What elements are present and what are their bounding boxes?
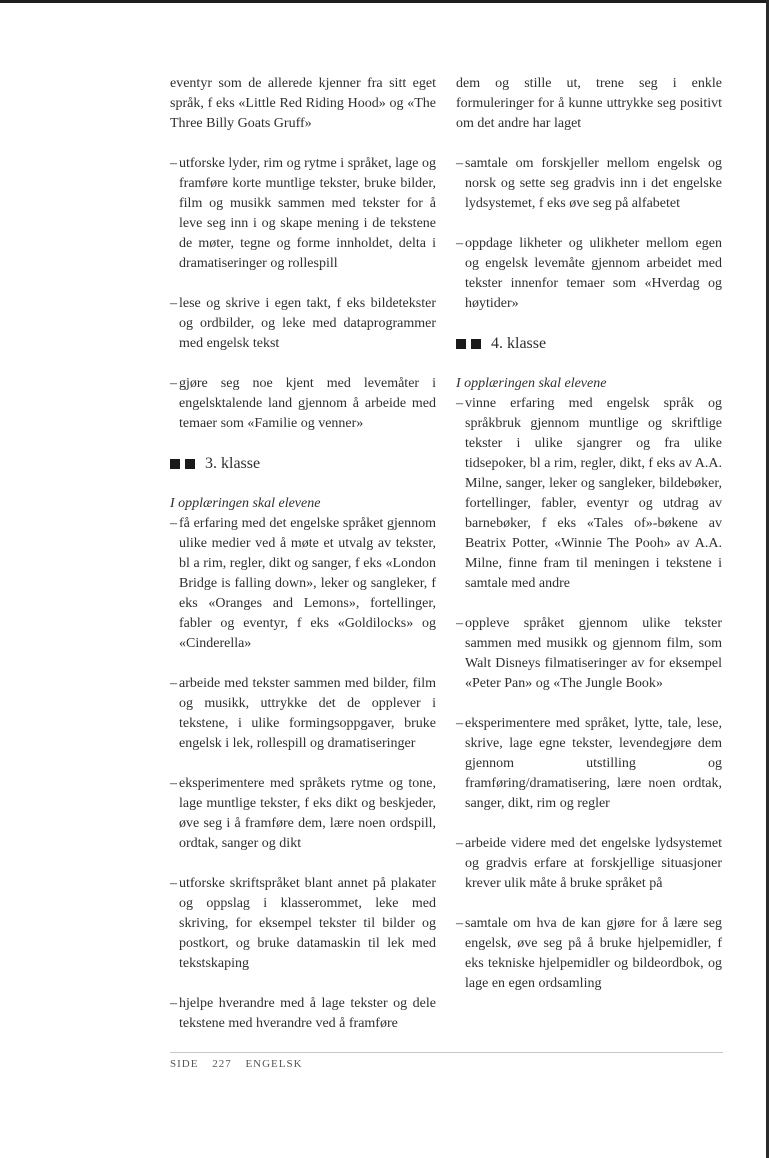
list-item [456, 614, 722, 694]
list-item [170, 874, 436, 974]
list-item [456, 914, 722, 994]
footer-side-label: SIDE [170, 1058, 199, 1070]
page-top-border [0, 0, 769, 3]
footer-rule [170, 1052, 723, 1053]
list-item-text: samtale om hva de kan gjøre for å lære seg engelsk, øve seg på å bruke hjelpemidler, f eks tekniske hjelpemidler og bildeordbok, og lage en egen ordsamling [465, 916, 722, 991]
dash-marker: – [170, 156, 177, 171]
dash-marker: – [456, 236, 463, 251]
section-heading-4-klasse [456, 334, 722, 354]
section-intro: I opplæringen skal elevene [456, 376, 607, 391]
list-item [456, 394, 722, 594]
list-item [456, 154, 722, 214]
list-item [456, 234, 722, 314]
list-item [170, 514, 436, 654]
square-bullet-icon [185, 459, 195, 469]
dash-marker: – [456, 156, 463, 171]
dash-marker: – [170, 876, 177, 891]
square-bullet-icon [456, 339, 466, 349]
square-bullet-icon [471, 339, 481, 349]
list-item-text: utforske lyder, rim og rytme i språket, lage og framføre korte muntlige tekster, bruke bilder, film og musikk sammen med tekster for å leve seg inn i og skape mening i de tekstene de møter, tegne og forme innholdet, delta i dramatiseringer og rollespill [179, 156, 436, 271]
left-column [170, 74, 436, 1054]
list-item-text: utforske skriftspråket blant annet på plakater og oppslag i klasserommet, leke med skriving, for eksempel tekster til bilder og postkort, og bruke datamaskin til lek med tekstskaping [179, 876, 436, 971]
section-heading-text: 3. klasse [205, 455, 261, 472]
dash-marker: – [170, 376, 177, 391]
list-item-text: hjelpe hverandre med å lage tekster og dele tekstene med hverandre ved å framføre [179, 996, 436, 1031]
dash-marker: – [170, 676, 177, 691]
square-bullet-icon [170, 459, 180, 469]
dash-marker: – [456, 916, 463, 931]
list-item [170, 374, 436, 434]
list-item-text: oppleve språket gjennom ulike tekster sammen med musikk og gjennom film, som Walt Disneys filmatiseringer av for eksempel «Peter Pan» og «The Jungle Book» [465, 616, 722, 691]
list-item [170, 674, 436, 754]
list-item [170, 774, 436, 854]
dash-marker: – [170, 776, 177, 791]
right-column [456, 74, 722, 1014]
dash-marker: – [170, 996, 177, 1011]
dash-marker: – [170, 516, 177, 531]
list-item-text: arbeide med tekster sammen med bilder, film og musikk, uttrykke det de opplever i tekstene, i ulike formingsoppgaver, bruke engelsk i lek, rollespill og dramatiseringer [179, 676, 436, 751]
list-item [170, 154, 436, 274]
list-item-text: eksperimentere med språkets rytme og tone, lage muntlige tekster, f eks dikt og beskjeder, øve seg i å framføre dem, lære noen ordspill, ordtak, sanger og dikt [179, 776, 436, 851]
list-item [170, 294, 436, 354]
dash-marker: – [456, 716, 463, 731]
continued-paragraph: dem og stille ut, trene seg i enkle formuleringer for å kunne uttrykke seg positivt om det andre har laget [456, 76, 722, 131]
dash-marker: – [456, 836, 463, 851]
footer-page-number: 227 [212, 1058, 232, 1070]
section-intro: I opplæringen skal elevene [170, 496, 321, 511]
list-item-text: gjøre seg noe kjent med levemåter i engelsktalende land gjennom å arbeide med temaer som «Familie og venner» [179, 376, 436, 431]
section-heading-text: 4. klasse [491, 335, 547, 352]
section-heading-3-klasse [170, 454, 436, 474]
list-item-text: lese og skrive i egen takt, f eks bildetekster og ordbilder, og leke med dataprogrammer med engelsk tekst [179, 296, 436, 351]
dash-marker: – [456, 396, 463, 411]
list-item-text: vinne erfaring med engelsk språk og språkbruk gjennom muntlige og skriftlige tekster i ulike sjangrer og fra ulike tidsepoker, bl a rim, regler, dikt, f eks av A.A. Milne, sanger, leker og sangleker, bildebøker, fortellinger, fabler, eventyr og utdrag av barnebøker, f eks «Tales of»-bøkene av Beatrix Potter, «Winnie The Pooh» av A.A. Milne, finne fram til meningen i tekstene i samtale med andre [465, 396, 722, 591]
list-item [170, 994, 436, 1034]
list-item-text: få erfaring med det engelske språket gjennom ulike medier ved å møte et utvalg av tekster, bl a rim, regler, dikt og sanger, f eks «London Bridge is falling down», leker og sangleker, f eks «Oranges and Lemons», fortellinger, fabler og eventyr, f eks «Goldilocks» og «Cinderella» [179, 516, 436, 651]
list-item-text: oppdage likheter og ulikheter mellom egen og engelsk levemåte gjennom arbeidet med tekster innenfor temaer som «Hverdag og høytider» [465, 236, 722, 311]
dash-marker: – [456, 616, 463, 631]
dash-marker: – [170, 296, 177, 311]
list-item [456, 714, 722, 814]
list-item [456, 834, 722, 894]
continued-paragraph: eventyr som de allerede kjenner fra sitt eget språk, f eks «Little Red Riding Hood» og «The Three Billy Goats Gruff» [170, 76, 436, 131]
list-item-text: arbeide videre med det engelske lydsystemet og gradvis erfare at forskjellige situasjoner krever ulik måte å bruke språket på [465, 836, 722, 891]
page-footer [170, 1058, 313, 1070]
list-item-text: eksperimentere med språket, lytte, tale, lese, skrive, lage egne tekster, levendegjøre dem gjennom utstilling og framføring/dramatisering, lære noen ordtak, sanger, dikt, rim og regler [465, 716, 722, 811]
list-item-text: samtale om forskjeller mellom engelsk og norsk og sette seg gradvis inn i det engelske lydsystemet, f eks øve seg på alfabetet [465, 156, 722, 211]
footer-subject: ENGELSK [245, 1058, 303, 1070]
